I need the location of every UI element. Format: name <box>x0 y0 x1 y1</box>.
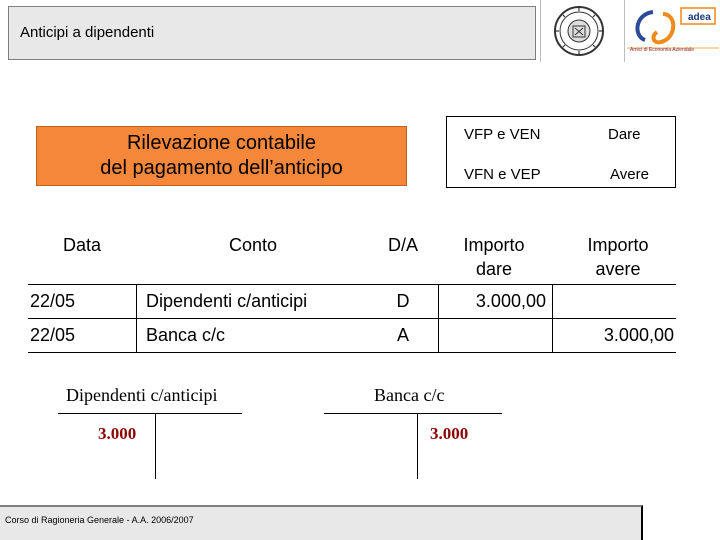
legend-row1-left: VFP e VEN <box>464 126 541 143</box>
header-data: Data <box>62 235 102 255</box>
banner-line-2: del pagamento dell’anticipo <box>100 157 343 179</box>
legend-row1-right: Dare <box>608 126 641 143</box>
seal-icon <box>541 0 621 62</box>
legend-row2-left: VFN e VEP <box>464 166 541 183</box>
row1-da: D <box>396 291 410 311</box>
table-col-divider <box>552 284 553 352</box>
row1-dare: 3.000,00 <box>475 291 546 311</box>
legend-row2-right: Avere <box>610 166 649 183</box>
university-seal-logo <box>540 0 621 62</box>
header-importo-dare-line2: dare <box>475 259 513 279</box>
header-importo-avere <box>560 233 676 281</box>
row2-conto: Banca c/c <box>146 325 226 345</box>
t-account-2-title: Banca c/c <box>374 385 445 405</box>
header-importo-avere-line2: avere <box>595 259 641 279</box>
banner-box <box>36 126 407 186</box>
header-importo-avere-line1: Importo <box>587 235 649 255</box>
table-row-divider <box>28 318 676 319</box>
table-row-divider <box>28 352 676 353</box>
header-conto: Conto <box>228 235 278 255</box>
t-account-2-right-value: 3.000 <box>430 424 469 443</box>
header-importo-dare <box>438 233 550 281</box>
t-account-1-left-value: 3.000 <box>98 424 137 443</box>
row2-avere: 3.000,00 <box>603 325 674 345</box>
t-account-1-vline <box>155 413 156 479</box>
t-account-2-hline <box>324 413 502 414</box>
t-account-1-hline <box>58 413 242 414</box>
row1-data: 22/05 <box>30 291 76 311</box>
page-title: Anticipi a dipendenti <box>20 24 155 41</box>
t-account-2-vline <box>417 413 418 479</box>
header-importo-dare-line1: Importo <box>463 235 525 255</box>
row2-data: 22/05 <box>30 325 76 345</box>
banner-line-1: Rilevazione contabile <box>126 132 316 154</box>
t-account-1-title: Dipendenti c/anticipi <box>66 385 218 405</box>
row2-da: A <box>396 325 409 345</box>
header-da: D/A <box>387 235 418 255</box>
adea-brand-text: adea <box>688 12 711 23</box>
row1-conto: Dipendenti c/anticipi <box>146 291 308 311</box>
footer-text: Corso di Ragioneria Generale - A.A. 2006/2007 <box>5 515 194 525</box>
table-col-divider <box>136 284 137 352</box>
table-row-divider <box>28 284 676 285</box>
adea-brand-subtitle: Amici di Economia Aziendale <box>630 47 695 53</box>
